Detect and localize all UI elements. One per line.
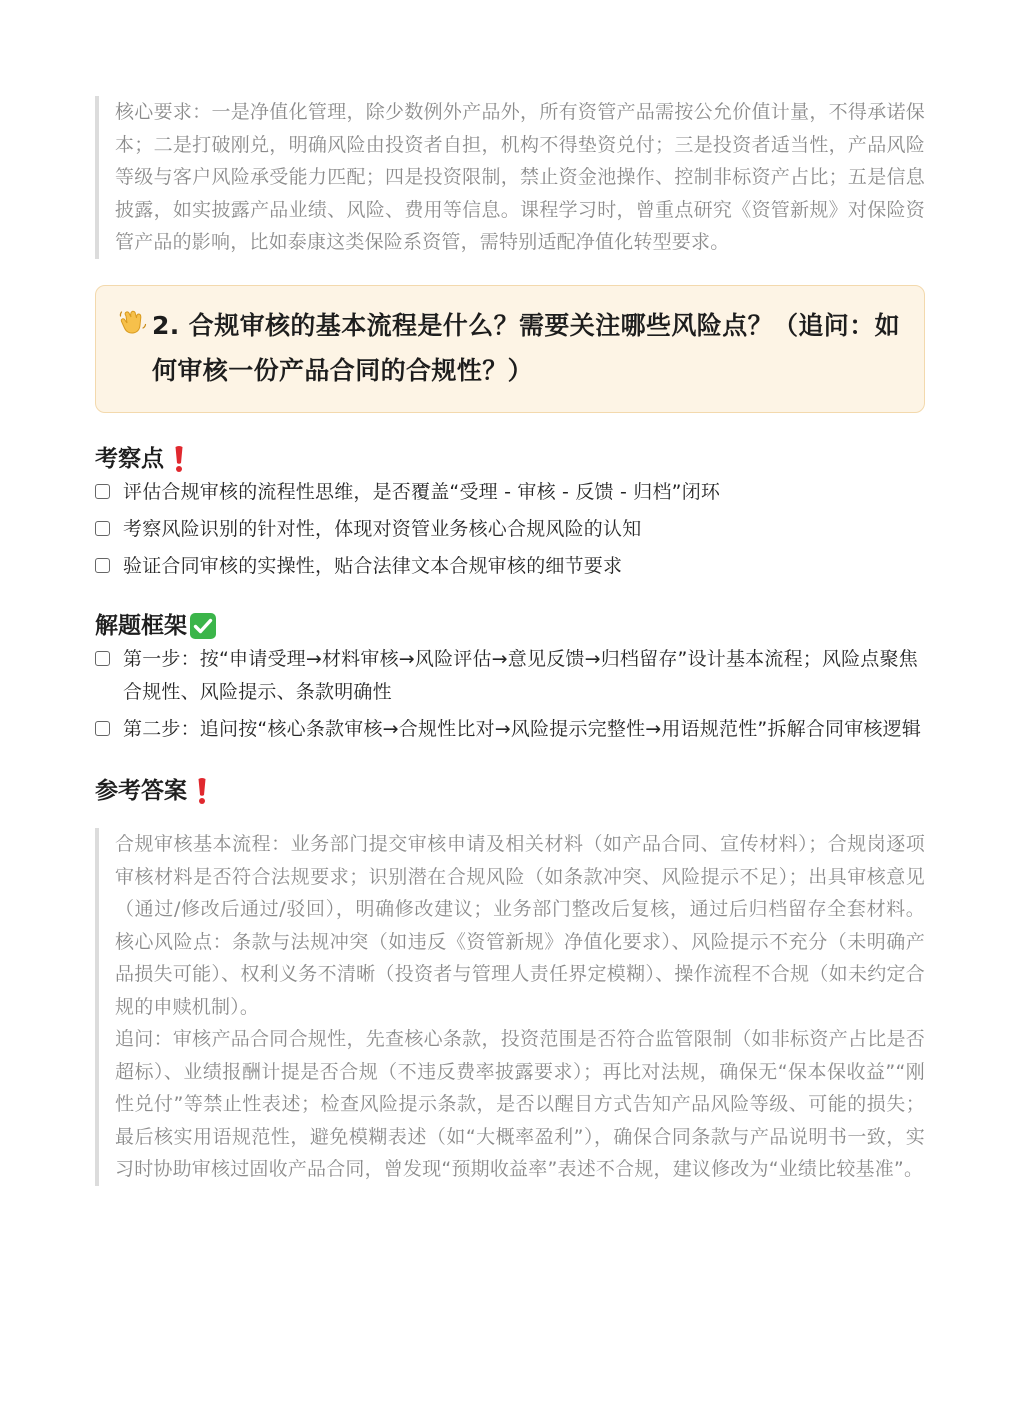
framework-checklist xyxy=(95,643,925,745)
waving-hand-icon xyxy=(118,307,148,337)
question-title: 2. 合规审核的基本流程是什么？需要关注哪些风险点？（追问：如何审核一份产品合同的合规性？） xyxy=(152,310,900,385)
checklist-item-text: 第二步：追问按“核心条款审核→合规性比对→风险提示完整性→用语规范性”拆解合同审核逻辑 xyxy=(123,717,922,740)
checklist-item-text: 考察风险识别的针对性，体现对资管业务核心合规风险的认知 xyxy=(123,517,642,540)
section-points xyxy=(95,442,925,583)
document-page xyxy=(95,96,925,1186)
points-checklist xyxy=(95,476,925,583)
section-answer xyxy=(95,774,925,1186)
checklist-item[interactable] xyxy=(95,476,925,509)
checklist-item-text: 验证合同审核的实操性，贴合法律文本合规审核的细节要求 xyxy=(123,554,623,577)
checklist-item-text: 评估合规审核的流程性思维，是否覆盖“受理 - 审核 - 反馈 - 归档”闭环 xyxy=(123,480,721,503)
red-exclamation-icon xyxy=(172,444,186,474)
checkbox[interactable] xyxy=(95,721,110,736)
checklist-item[interactable] xyxy=(95,713,925,746)
answer-paragraph: 合规审核基本流程：业务部门提交审核申请及相关材料（如产品合同、宣传材料）；合规岗逐项审核材料是否符合法规要求；识别潜在合规风险（如条款冲突、风险提示不足）；出具审核意见（通过/修改后通过/驳回），明确修改建议；业务部门整改后复核，通过后归档留存全套材料。核心风险点：条款与法规冲突（如违反《资管新规》净值化要求）、风险提示不充分（未明确产品损失可能）、权利义务不清晰（投资者与管理人责任界定模糊）、操作流程不合规（如未约定合规的申赎机制）。 xyxy=(115,833,925,1018)
checklist-item[interactable] xyxy=(95,550,925,583)
answer-blockquote xyxy=(95,828,925,1186)
checklist-item-text: 第一步：按“申请受理→材料审核→风险评估→意见反馈→归档留存”设计基本流程；风险点聚焦合规性、风险提示、条款明确性 xyxy=(123,648,918,703)
checkbox[interactable] xyxy=(95,521,110,536)
section-points-heading xyxy=(95,442,925,476)
section-framework xyxy=(95,609,925,745)
red-exclamation-icon xyxy=(195,776,209,806)
section-answer-title: 参考答案 xyxy=(95,778,187,804)
question-callout xyxy=(95,285,925,413)
checkbox[interactable] xyxy=(95,484,110,499)
checkbox[interactable] xyxy=(95,558,110,573)
section-points-title: 考察点 xyxy=(95,445,164,472)
section-answer-heading xyxy=(95,774,925,808)
intro-blockquote xyxy=(95,96,925,259)
green-check-icon xyxy=(189,612,217,640)
checkbox[interactable] xyxy=(95,651,110,666)
answer-paragraph: 追问：审核产品合同合规性，先查核心条款，投资范围是否符合监管限制（如非标资产占比是否超标）、业绩报酬计提是否合规（不违反费率披露要求）；再比对法规，确保无“保本保收益”“刚性兑付”等禁止性表述；检查风险提示条款，是否以醒目方式告知产品风险等级、可能的损失；最后核实用语规范性，避免模糊表述（如“大概率盈利”），确保合同条款与产品说明书一致，实习时协助审核过固收产品合同，曾发现“预期收益率”表述不合规，建议修改为“业绩比较基准”。 xyxy=(115,1028,925,1180)
intro-quote-text: 核心要求：一是净值化管理，除少数例外产品外，所有资管产品需按公允价值计量，不得承诺保本；二是打破刚兑，明确风险由投资者自担，机构不得垫资兑付；三是投资者适当性，产品风险等级与客户风险承受能力匹配；四是投资限制，禁止资金池操作、控制非标资产占比；五是信息披露，如实披露产品业绩、风险、费用等信息。课程学习时，曾重点研究《资管新规》对保险资管产品的影响，比如泰康这类保险系资管，需特别适配净值化转型要求。 xyxy=(115,101,925,253)
section-framework-heading xyxy=(95,609,925,643)
section-framework-title: 解题框架 xyxy=(95,613,187,639)
checklist-item[interactable] xyxy=(95,513,925,546)
checklist-item[interactable] xyxy=(95,643,925,708)
